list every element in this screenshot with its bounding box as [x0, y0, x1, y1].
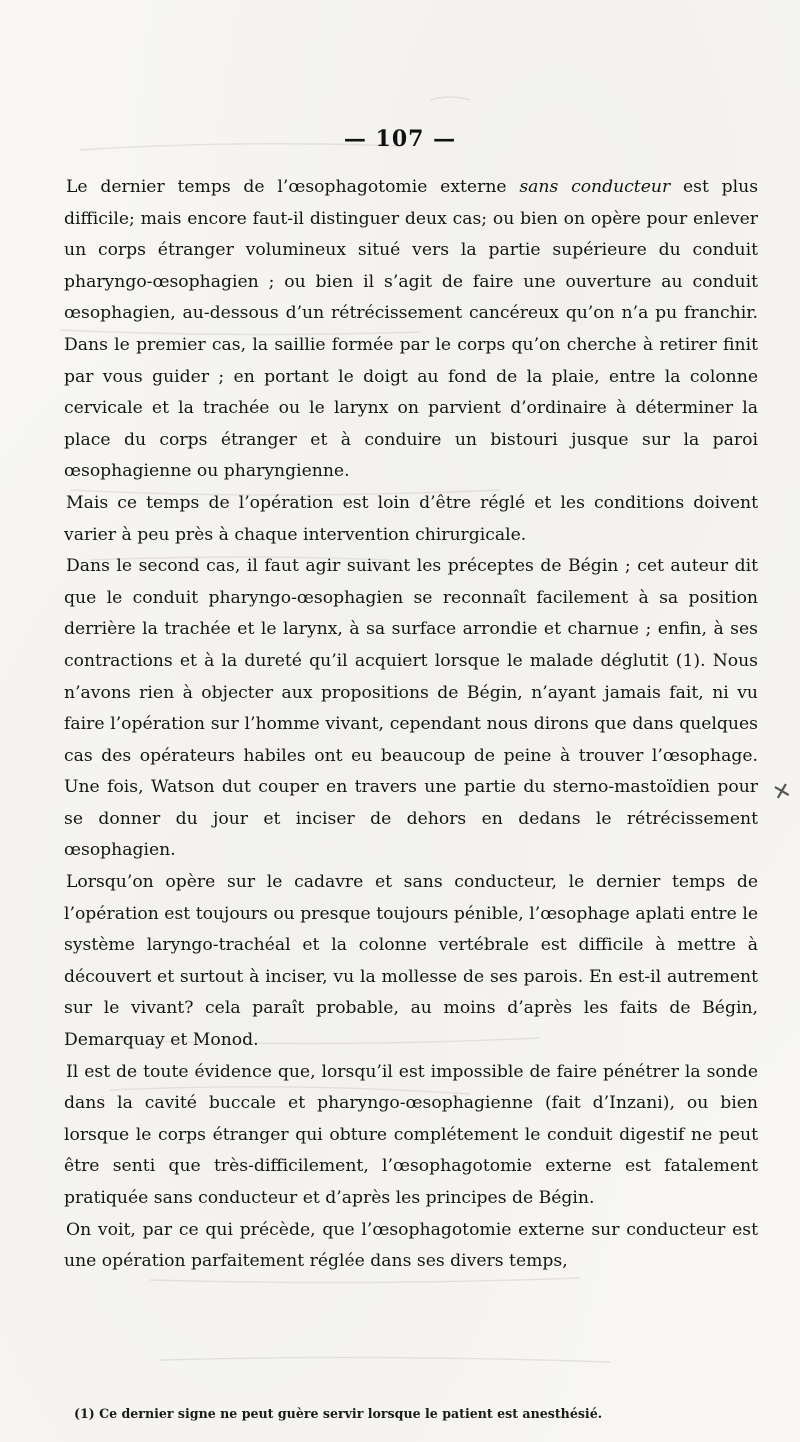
paragraph-3: Dans le second cas, il faut agir suivant les préceptes de Bégin ; cet auteur dit que le conduit pharyngo-œsophagien se reconnaît facilement à sa position derrière la trachée et le larynx, à sa surface arrondie et charnue ; enfin, à ses contractions et à la dureté qu’il acquiert lorsque le malade déglutit (1). Nous n’avons rien à objecter aux propositions de Bégin, n’ayant jamais fait, ni vu faire l’opération sur l’homme vivant, cependant nous dirons que dans quelques cas des opérateurs habiles ont eu beaucoup de peine à trouver l’œsophage. Une fois, Watson dut couper en travers une partie du sterno-mastoïdien pour se donner du jour et inciser de dehors en dedans le rétrécissement œsophagien. — [64, 556, 758, 861]
page-number: — 107 — — [343, 126, 457, 152]
paragraph-1-start: Le dernier temps de l’œsophagotomie externe — [66, 177, 520, 197]
paragraph-4: Lorsqu’on opère sur le cadavre et sans conducteur, le dernier temps de l’opération est toujours ou presque toujours pénible, l’œsophage aplati entre le système laryngo-trachéal et la colonne vertébrale est difficile à mettre à découvert et surtout à inciser, vu la mollesse de ses parois. En est-il autrement sur le vivant? cela paraît probable, au moins d’après les faits de Bégin, Demarquay et Monod. — [64, 872, 758, 1051]
paragraph-2: Mais ce temps de l’opération est loin d’être réglé et les conditions doivent varier à peu près à chaque intervention chirurgicale. — [64, 492, 758, 545]
paragraph-1-emphasis: sans conducteur — [519, 177, 671, 197]
paragraph-1 — [64, 172, 758, 488]
paragraph-5: Il est de toute évidence que, lorsqu’il est impossible de faire pénétrer la sonde dans la cavité buccale et pharyngo-œsophagienne (fait d’Inzani), ou bien lorsque le corps étranger qui obture complétement le conduit digestif ne peut être senti que très-difficilement, l’œsophagotomie externe est fatalement pratiquée sans conducteur et d’après les principes de Bégin. — [64, 1061, 758, 1208]
paragraph-1-rest: est plus difficile; mais encore faut-il distinguer deux cas; ou bien on opère pour enlever un corps étranger volumineux situé vers la partie supérieure du conduit pharyngo-œsophagien ; ou bien il s’agit de faire une ouverture au conduit œsophagien, au-dessous d’un rétrécissement cancéreux qu’on n’a pu franchir. Dans le premier cas, la saillie formée par le corps qu’on cherche à retirer finit par vous guider ; en portant le doigt au fond de la plaie, entre la colonne cervicale et la trachée ou le larynx on parvient d’ordinaire à déterminer la place du corps étranger et à conduire un bistouri jusque sur la paroi œsophagienne ou pharyngienne. — [64, 177, 759, 482]
footnote: (1) Ce dernier signe ne peut guère servir lorsque le patient est anesthésié. — [74, 1406, 603, 1421]
margin-mark: ✕ — [770, 778, 795, 807]
main-text — [64, 172, 758, 1278]
paragraph-6: On voit, par ce qui précède, que l’œsophagotomie externe sur conducteur est une opération parfaitement réglée dans ses divers temps, — [64, 1219, 758, 1272]
